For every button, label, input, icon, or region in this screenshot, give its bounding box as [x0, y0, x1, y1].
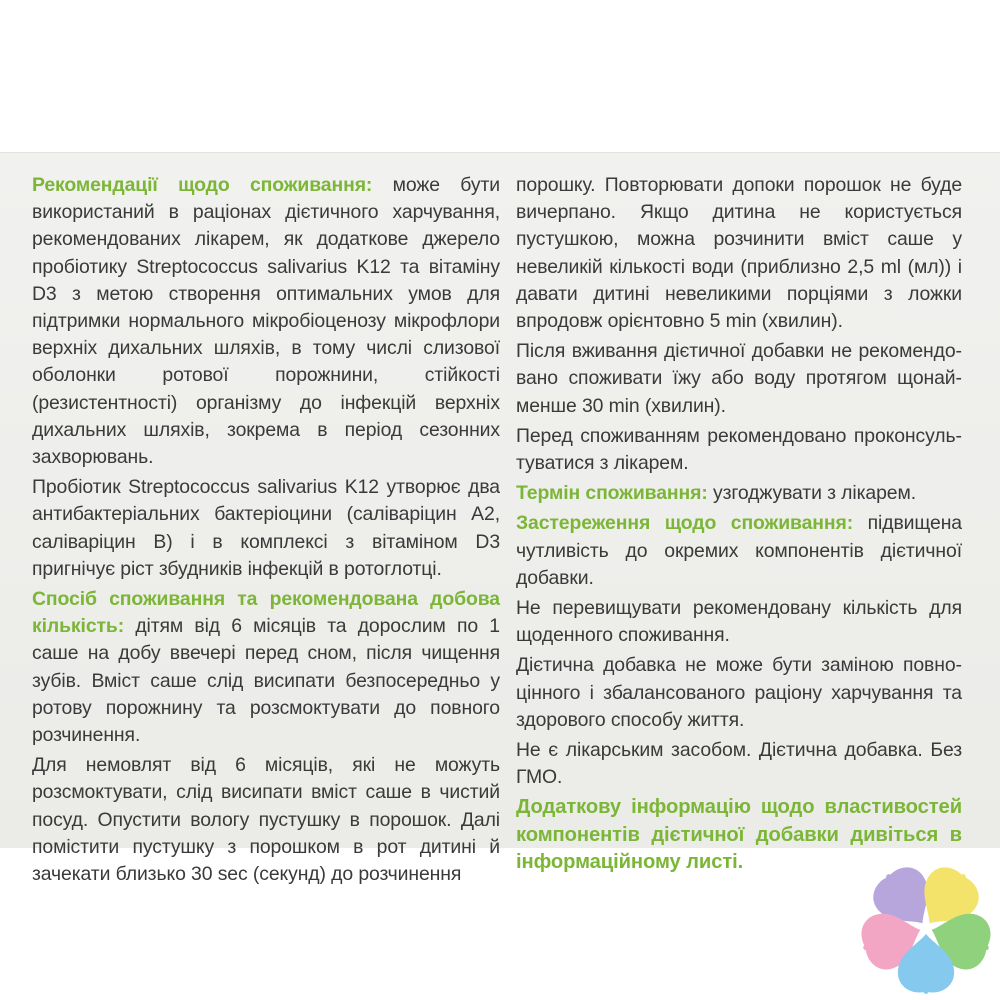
infant-instructions: Для немовлят від 6 місяців, які не можуть розсмоктувати, слід висипати вміст саше в чистий посуд. Опустити вологу пустушку в порошок. Далі помістити пустушку з порошком в рот дитині й зачекати близько 30 sec (секунд) до розчинення — [32, 754, 500, 886]
warnings-paragraph — [516, 510, 962, 592]
consult-doctor-note: Перед споживанням рекомендовано проконсультуватися з лікарем. — [516, 424, 962, 475]
warnings-heading: Застереження щодо споживання: — [516, 512, 854, 535]
additional-info-note: Додаткову інформацію щодо властивостей компонентів дієтичної добавки дивіться в інформаційному листі. — [516, 796, 962, 873]
not-medicine-note: Не є лікарським засобом. Дієтична добавка. Без ГМО. — [516, 739, 962, 789]
infant-instructions-continued: порошку. Повторювати допоки порошок не буде вичерпано. Якщо дитина не користується пустушкою, можна розчинити вміст саше у невеликій кількості води (приблизно 2,5 ml (мл)) і давати дитині невеликими порціями з ложки впродовж орієнтовно 5 min (хвилин). — [516, 174, 962, 333]
usage-duration-heading: Термін споживання: — [516, 482, 708, 505]
left-column — [32, 172, 500, 891]
flower-logo-icon — [857, 862, 995, 996]
product-text-panel — [0, 152, 1000, 886]
warnings-text: підвищена чутливість до окремих компонентів дієтичної добавки. — [516, 512, 962, 589]
usage-recommendations-paragraph — [32, 172, 500, 471]
usage-duration-paragraph — [516, 480, 962, 507]
usage-recommendations-heading: Рекомендації щодо споживання: — [32, 174, 373, 196]
dosage-heading: Спосіб споживання та рекомендована добова кількість: — [32, 588, 500, 638]
dosage-text: дітям від 6 місяців та дорослим по 1 саше на добу ввечері перед сном, після чищення зубів. Вміст саше слід висипати безпосередньо у ротову порожнину та розсмоктувати до повного розчинення. — [32, 615, 500, 747]
dosage-limit-note: Не перевищувати рекомендовану кількість для щоденного споживання. — [516, 597, 962, 647]
right-column — [516, 172, 962, 879]
after-use-note: Після вживання дієтичної добавки не рекомендовано споживати їжу або воду протягом щонайменше 30 min (хвилин). — [516, 340, 962, 417]
usage-duration-text: узгоджувати з лікарем. — [707, 482, 916, 505]
logo-center — [921, 923, 931, 933]
dosage-paragraph — [32, 586, 500, 749]
probiotic-description: Пробіотик Streptococcus salivarius K12 утворює два антибактеріальних бактеріоцини (саліваріцин А2, саліваріцин В) і в комплексі з вітаміном D3 пригнічує ріст збудників інфекцій в ротоглотці. — [32, 476, 500, 580]
not-substitute-note: Дієтична добавка не може бути заміною повноцінного і збалансованого раціону харчування та здорового способу життя. — [516, 654, 962, 731]
usage-recommendations-text: може бути використаний в раціонах дієтичного харчування, рекомендованих лікарем, як додаткове джерело пробіотику Streptococcus salivarius K12 та вітаміну D3 з метою створення оптимальних умов для підтримки нормального мікробіоценозу мікрофлори верхніх дихальних шляхів, в тому числі слизової оболонки ротової порожнини, стійкості (резистентності) організму до інфекцій верхніх дихальних шляхів, зокрема в період сезонних захворювань. — [32, 174, 500, 469]
